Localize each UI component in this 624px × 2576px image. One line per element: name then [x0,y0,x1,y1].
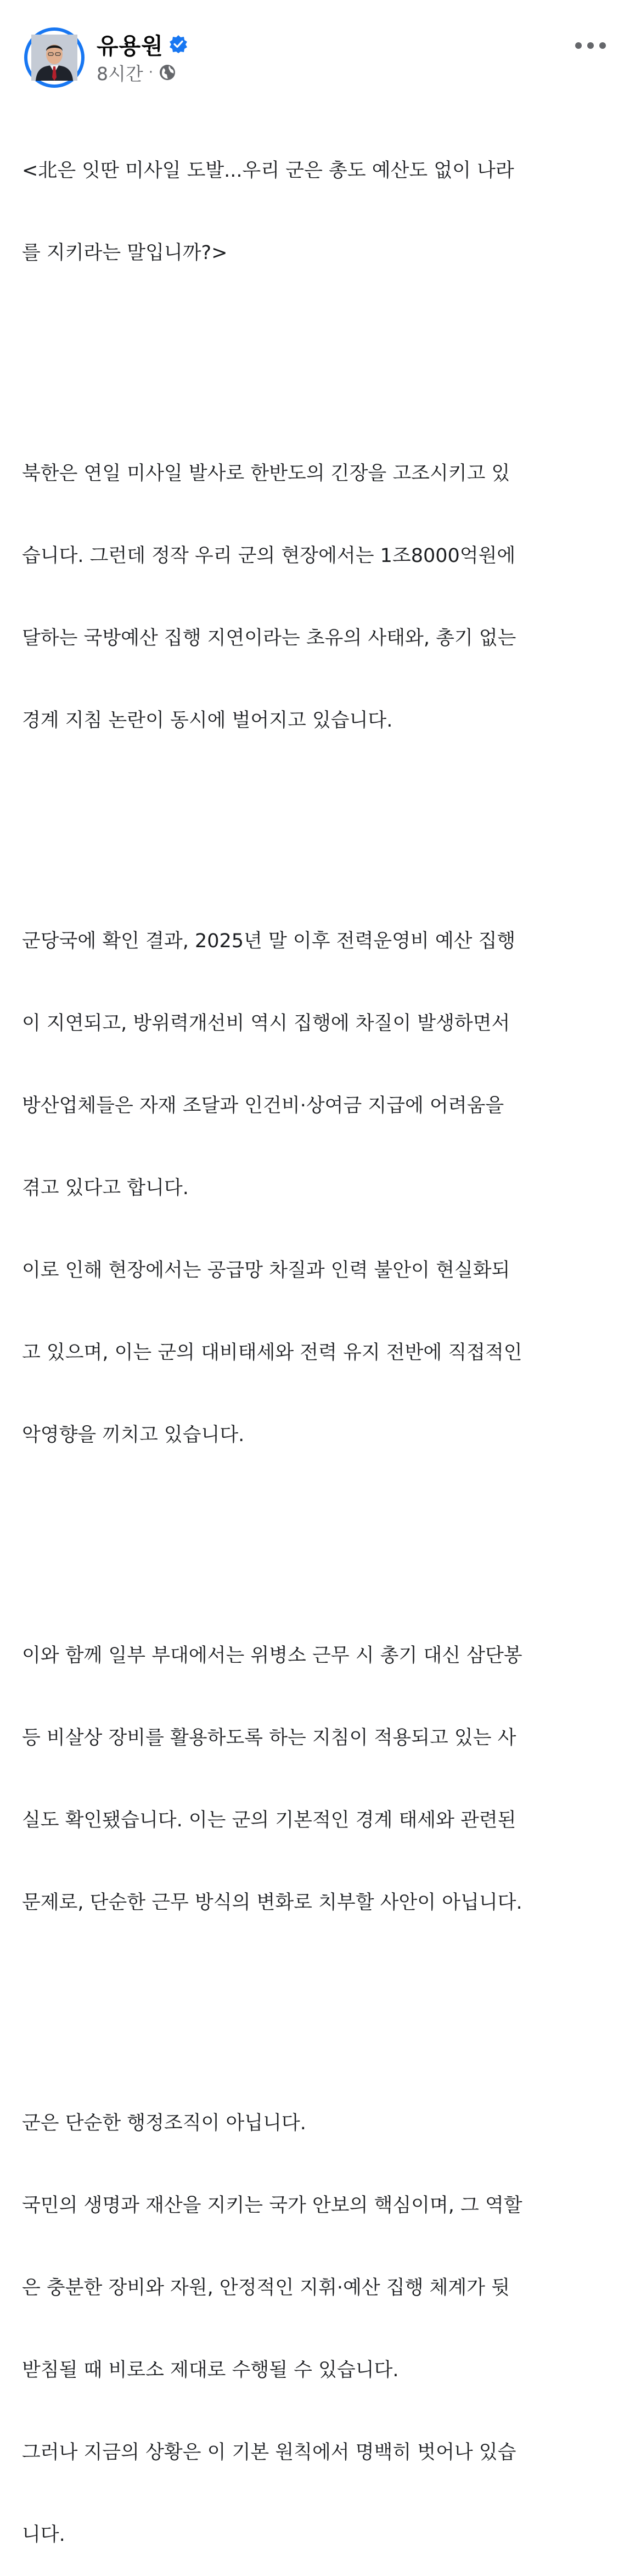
post-header [24,27,606,88]
paragraph-line: 등 비살상 장비를 활용하도록 하는 지침이 적용되고 있는 사 [22,1727,516,1749]
more-dot [587,42,594,49]
meta-separator: · [148,64,154,81]
paragraph-gap [22,349,612,378]
profile-avatar-ring[interactable] [24,27,85,88]
globe-icon[interactable] [159,64,176,81]
post-body [22,102,612,2576]
paragraph-line: 니다. [22,2524,65,2546]
paragraph-line: 이와 함께 일부 부대에서는 위병소 근무 시 총기 대신 삼단봉 [22,1645,522,1667]
post-headline-line: <北은 잇딴 미사일 도발...우리 군은 총도 예산도 없이 나라 [22,160,514,182]
author-row [97,29,188,59]
paragraph-line: 북한은 연일 미사일 발사로 한반도의 긴장을 고조시키고 있 [22,463,510,485]
paragraph-gap [22,1999,612,2027]
paragraph-line: 은 충분한 장비와 자원, 안정적인 지휘·예산 집행 체계가 뒷 [22,2277,510,2299]
paragraph-line: 국민의 생명과 재산을 지키는 국가 안보의 핵심이며, 그 역할 [22,2195,522,2217]
post-meta [97,60,176,85]
more-dot [575,42,582,49]
paragraph-line: 이로 인해 현장에서는 공급망 차질과 인력 불안이 현실화되 [22,1259,510,1281]
author-name[interactable]: 유용원 [97,32,164,59]
paragraph-line: 이 지연되고, 방위력개선비 역시 집행에 차질이 발생하면서 [22,1013,510,1034]
paragraph-line: 고 있으며, 이는 군의 대비태세와 전력 유지 전반에 직접적인 [22,1342,522,1364]
profile-photo-icon [31,35,77,81]
paragraph-line: 실도 확인됐습니다. 이는 군의 기본적인 경계 태세와 관련된 [22,1809,516,1831]
paragraph-line: 달하는 국방예산 집행 지연이라는 초유의 사태와, 총기 없는 [22,627,516,649]
paragraph-line: 군은 단순한 행정조직이 아닙니다. [22,2112,306,2134]
paragraph-line: 군당국에 확인 결과, 2025년 말 이후 전력운영비 예산 집행 [22,930,516,952]
paragraph-line: 문제로, 단순한 근무 방식의 변화로 치부할 사안이 아닙니다. [22,1892,522,1914]
avatar[interactable] [31,35,77,81]
paragraph-line: 경계 지침 논란이 동시에 벌어지고 있습니다. [22,710,393,732]
paragraph-line: 그러나 지금의 상황은 이 기본 원칙에서 명백히 벗어나 있습 [22,2442,516,2463]
paragraph-line: 방산업체들은 자재 조달과 인건비·상여금 지급에 어려움을 [22,1095,504,1117]
paragraph-line: 습니다. 그런데 정작 우리 군의 현장에서는 1조8000억원에 [22,545,516,567]
paragraph-gap [22,817,612,845]
paragraph-line: 악영향을 끼치고 있습니다. [22,1424,245,1446]
paragraph-gap [22,1531,612,1560]
paragraph-line: 겪고 있다고 합니다. [22,1177,189,1199]
post-time[interactable]: 8시간 [97,63,143,85]
more-options-icon[interactable] [575,37,606,54]
paragraph-line: 받침될 때 비로소 제대로 수행될 수 있습니다. [22,2359,399,2381]
verified-badge-icon [169,35,188,53]
more-dot [599,42,606,49]
post-headline-line: 를 지키라는 말입니까?> [22,242,228,264]
